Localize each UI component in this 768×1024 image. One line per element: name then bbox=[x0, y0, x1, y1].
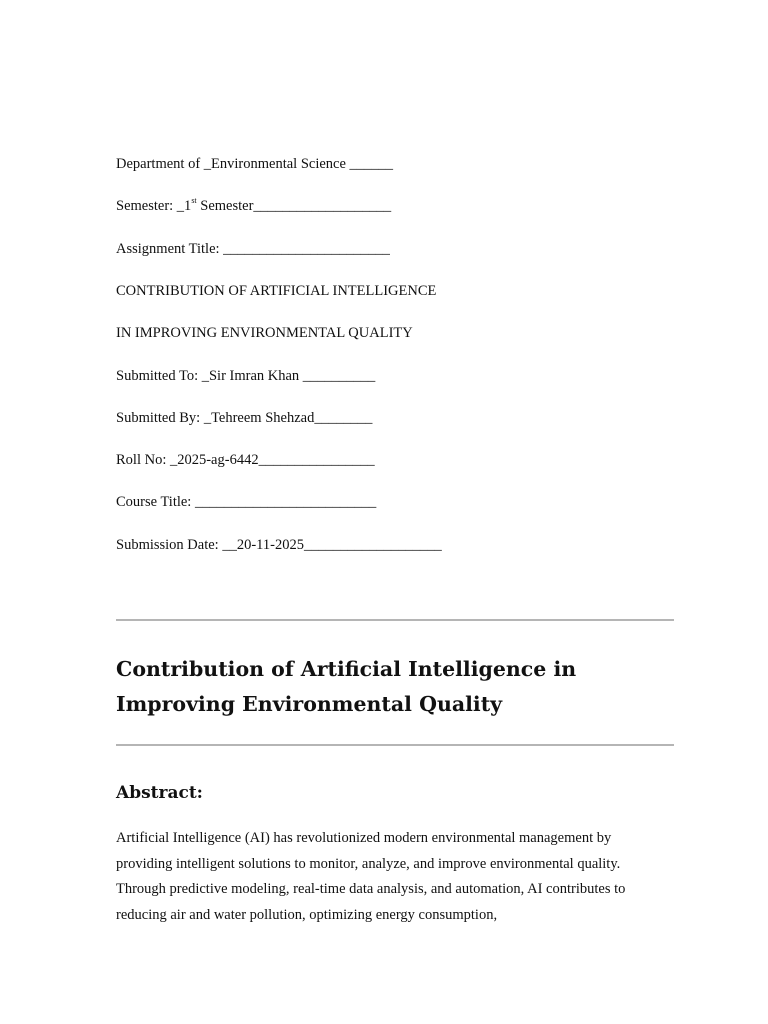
top-horizontal-rule bbox=[116, 619, 674, 621]
assignment-title-text-2: IN IMPROVING ENVIRONMENTAL QUALITY bbox=[116, 325, 413, 341]
department-line: Department of _Environmental Science ______ bbox=[116, 156, 394, 172]
semester-suffix: Semester___________________ bbox=[196, 198, 392, 214]
abstract-heading: Abstract: bbox=[116, 783, 203, 803]
article-title: Contribution of Artificial Intelligence in Improving Environmental Quality bbox=[116, 657, 577, 716]
assignment-title-text-1: CONTRIBUTION OF ARTIFICIAL INTELLIGENCE bbox=[116, 283, 437, 299]
bottom-horizontal-rule bbox=[116, 744, 674, 746]
semester-prefix: Semester: _1 bbox=[116, 198, 192, 214]
submitted-to-line: Submitted To: _Sir Imran Khan __________ bbox=[116, 368, 376, 384]
assignment-title-line: Assignment Title: _______________________ bbox=[116, 241, 390, 257]
semester-superscript: st bbox=[191, 196, 197, 206]
course-title-line: Course Title: _________________________ bbox=[116, 494, 377, 510]
submission-date-line: Submission Date: __20-11-2025___________________ bbox=[116, 537, 442, 553]
abstract-paragraph: Artificial Intelligence (AI) has revolutionized modern environmental management by providing intelligent solutions to monitor, analyze, and improve environmental quality. Through predictive modeling, real-time data analysis, and automation, AI contributes to reducing air and water pollution, optimizing energy consumption, bbox=[116, 830, 626, 923]
semester-line bbox=[116, 197, 391, 215]
submitted-by-line: Submitted By: _Tehreem Shehzad________ bbox=[116, 410, 373, 426]
roll-number-line: Roll No: _2025-ag-6442________________ bbox=[116, 452, 375, 468]
